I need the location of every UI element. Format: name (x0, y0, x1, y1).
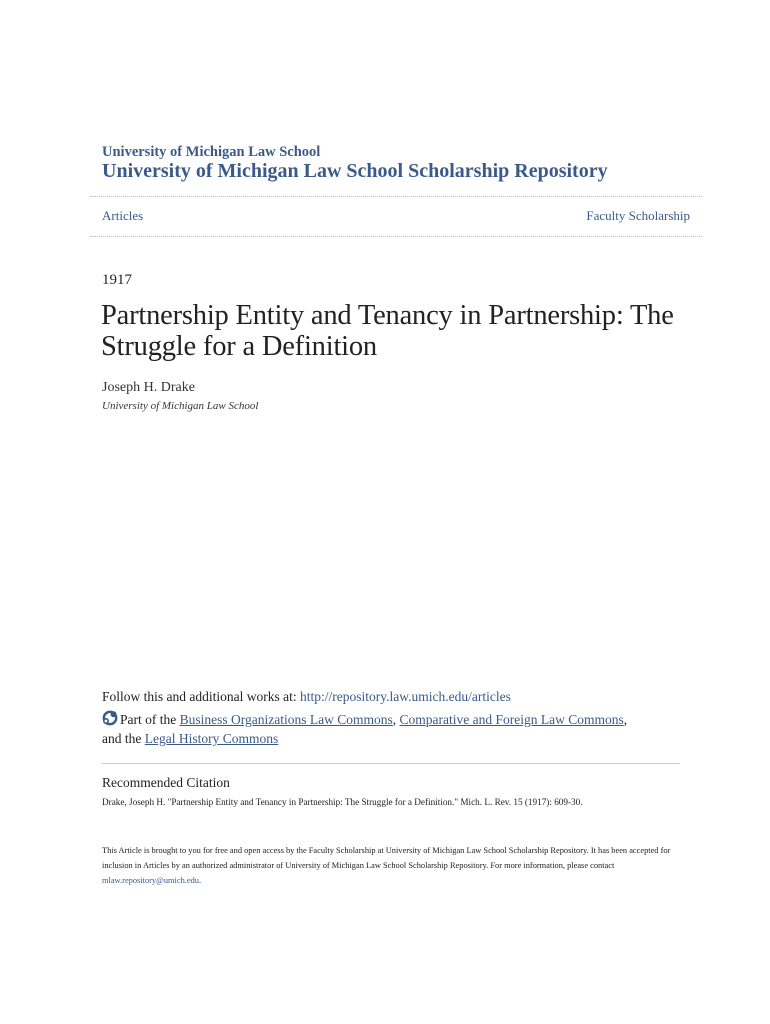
commons-block (102, 710, 682, 748)
commons-and-the: and the (102, 731, 145, 746)
business-organizations-commons-link[interactable]: Business Organizations Law Commons (179, 712, 393, 727)
contact-email-link[interactable]: mlaw.repository@umich.edu (102, 876, 199, 885)
nav-divider (90, 236, 702, 237)
author-affiliation: University of Michigan Law School (102, 400, 259, 412)
notice-end: . (198, 876, 202, 885)
articles-link[interactable]: Articles (102, 208, 144, 223)
faculty-scholarship-link[interactable]: Faculty Scholarship (586, 208, 690, 223)
repository-title[interactable]: University of Michigan Law School Scholarship Repository (102, 160, 608, 182)
follow-line (102, 689, 511, 705)
notice-text: This Article is brought to you for free and open access by the Faculty Scholarship at University of Michigan Law School Scholarship Repository. It has been accepted for inclusion in Articles by an authorized administrator of University of Michigan Law School Scholarship Repository. For more information, please contact (102, 846, 671, 870)
commons-separator: , (623, 712, 628, 727)
institution-name-small[interactable]: University of Michigan Law School (102, 144, 321, 160)
author-name: Joseph H. Drake (102, 380, 195, 395)
top-divider (90, 196, 702, 197)
citation-divider (102, 763, 680, 764)
open-access-notice (102, 843, 672, 888)
recommended-citation-text: Drake, Joseph H. "Partnership Entity and Tenancy in Partnership: The Struggle for a Definition." Mich. L. Rev. 15 (1917): 609-30. (102, 797, 583, 807)
follow-prefix: Follow this and additional works at: (102, 689, 300, 704)
commons-network-icon[interactable] (102, 710, 118, 726)
commons-prefix: Part of the (120, 712, 180, 727)
article-title: Partnership Entity and Tenancy in Partnership: The Struggle for a Definition (101, 300, 674, 362)
recommended-citation-heading: Recommended Citation (102, 775, 230, 790)
comparative-foreign-law-commons-link[interactable]: Comparative and Foreign Law Commons (399, 712, 624, 727)
publication-year: 1917 (102, 272, 132, 288)
legal-history-commons-link[interactable]: Legal History Commons (144, 731, 279, 746)
commons-separator: , (392, 712, 400, 727)
follow-url-link[interactable]: http://repository.law.umich.edu/articles (300, 689, 511, 704)
